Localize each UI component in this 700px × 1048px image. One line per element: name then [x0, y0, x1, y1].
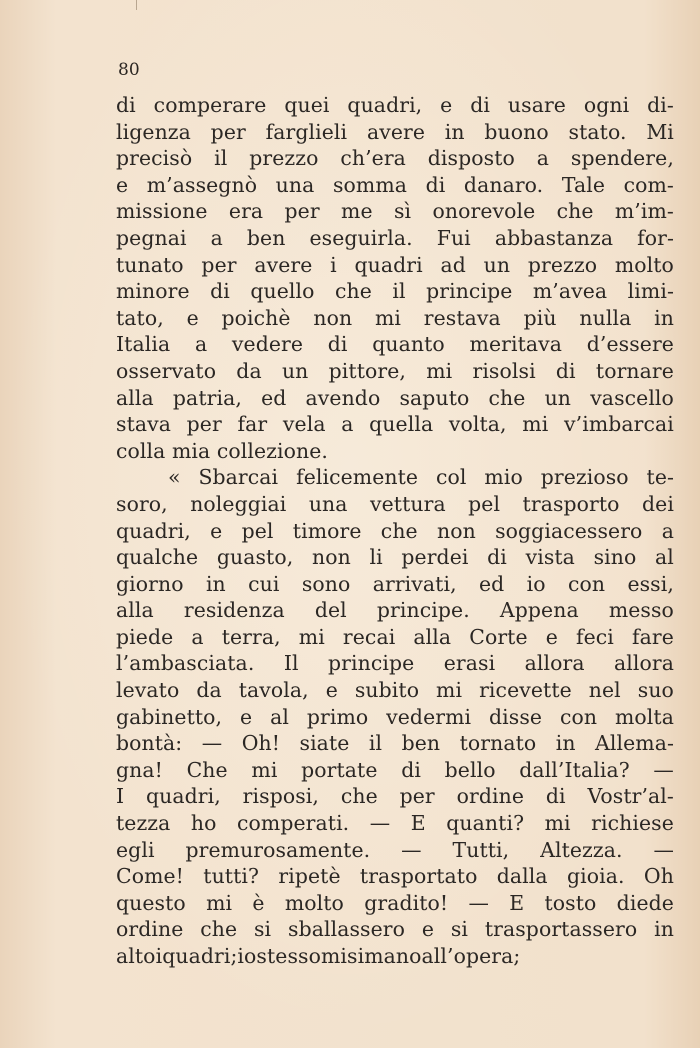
word: di- — [647, 93, 674, 117]
text-line — [116, 757, 674, 784]
word: i — [330, 252, 337, 277]
word: me — [341, 199, 373, 224]
word: dei — [642, 491, 674, 516]
word: erasi — [443, 651, 496, 676]
word: cui — [248, 571, 280, 596]
word: tornato — [459, 731, 537, 756]
word: di — [545, 784, 566, 809]
word: al — [655, 545, 674, 570]
word: molta — [615, 704, 674, 729]
word: richiese — [591, 811, 674, 836]
word: Altezza. — [540, 837, 623, 862]
word: tosto — [544, 890, 597, 915]
word: prezzo — [249, 146, 319, 171]
word: Oh! — [241, 731, 281, 756]
margin-mark — [136, 0, 137, 10]
word: di — [425, 172, 446, 197]
word: piede — [116, 624, 174, 649]
word: in — [654, 305, 674, 330]
text-line — [116, 677, 674, 704]
word: ordine — [116, 917, 184, 942]
word: recai — [342, 624, 396, 649]
word: un — [281, 358, 309, 383]
word: bontà: — [116, 731, 183, 756]
word: felicemente — [296, 465, 419, 490]
word: dalla — [496, 864, 548, 889]
word: vedere — [231, 332, 304, 357]
word: soggiacessero — [495, 518, 643, 543]
text-line — [116, 252, 674, 279]
word: mio — [484, 465, 523, 490]
word: che — [340, 784, 378, 809]
word: ordine — [456, 784, 524, 809]
word: mi — [522, 412, 549, 437]
word: bello — [444, 757, 496, 782]
word: misi — [320, 944, 365, 968]
word: gabinetto, — [116, 704, 223, 729]
word: che — [488, 385, 526, 410]
word: prezzo — [527, 252, 598, 277]
word: disse — [489, 704, 543, 729]
word: che — [335, 279, 372, 304]
word: di — [327, 332, 348, 357]
word: quella — [369, 412, 434, 437]
word: non — [313, 305, 353, 330]
word: noleggiai — [190, 491, 287, 516]
word: nulla — [579, 305, 632, 330]
word: Che — [186, 757, 228, 782]
word: comperati. — [237, 811, 350, 836]
text-line — [116, 544, 674, 571]
word: mi — [298, 624, 325, 649]
word: principe — [328, 651, 415, 676]
word: alla — [413, 624, 452, 649]
word: avere — [366, 119, 425, 144]
word: prezioso — [540, 465, 629, 490]
word: in — [444, 119, 465, 144]
word: restava — [423, 305, 501, 330]
word: quanti? — [446, 811, 525, 836]
text-line — [116, 119, 674, 146]
word: mi — [544, 811, 571, 836]
text-line — [116, 411, 674, 438]
word: m’assegnò — [146, 172, 258, 197]
word: di — [401, 757, 421, 782]
text-line — [116, 358, 674, 385]
word: ed — [479, 571, 505, 596]
word: ed — [261, 385, 287, 410]
text-line — [116, 518, 674, 545]
text-line — [116, 491, 674, 518]
word: allora — [614, 651, 674, 676]
word: con — [567, 571, 606, 596]
word: pel — [241, 518, 274, 543]
word: non — [436, 518, 476, 543]
text-line — [116, 571, 674, 598]
word: for- — [637, 225, 674, 250]
word: trasportato — [359, 864, 478, 889]
word: Oh — [643, 864, 674, 889]
word: che — [556, 199, 594, 224]
word: è — [252, 890, 265, 915]
word: Appena — [499, 598, 579, 623]
word: essi, — [627, 571, 674, 596]
word: e — [186, 305, 199, 330]
word: questo — [116, 890, 186, 915]
word: somma — [332, 172, 408, 197]
word: Fui — [436, 225, 471, 250]
word: quanto — [372, 332, 445, 357]
word: osservato — [116, 358, 217, 383]
word: Mi — [646, 119, 674, 144]
word: giorno — [116, 571, 184, 596]
word: pegnai — [116, 225, 187, 250]
word: ch’era — [340, 146, 406, 171]
text-line — [116, 198, 674, 225]
word: e — [421, 917, 434, 942]
word: — — [201, 731, 223, 756]
word: a — [661, 518, 674, 543]
word: farglieli — [265, 119, 348, 144]
word: missione — [116, 199, 208, 224]
word: mi — [206, 890, 233, 915]
word: — — [369, 811, 391, 836]
word: e — [440, 93, 453, 117]
word: trasportassero — [484, 917, 638, 942]
word: e — [545, 624, 558, 649]
word: che — [200, 917, 238, 942]
word: e — [210, 518, 223, 543]
word: dall’Italia? — [519, 757, 630, 782]
word: disposto — [427, 146, 515, 171]
word: primo — [306, 704, 369, 729]
word: minore — [116, 279, 190, 304]
word: per — [186, 412, 222, 437]
word: un — [544, 385, 572, 410]
word: tezza — [116, 811, 171, 836]
word: Tutti, — [452, 837, 510, 862]
word: ho — [190, 811, 217, 836]
word: messo — [608, 598, 674, 623]
word: feci — [575, 624, 614, 649]
text-line — [116, 385, 674, 412]
word: quei — [284, 93, 330, 117]
word: quello — [250, 279, 315, 304]
word: in — [555, 731, 576, 756]
text-line — [116, 624, 674, 651]
word: d’essere — [586, 332, 674, 357]
word: gioia. — [566, 864, 625, 889]
word: i — [155, 944, 163, 968]
text-line — [116, 943, 674, 970]
word: te- — [646, 465, 674, 490]
word: ricevette — [479, 678, 572, 703]
word: quadri, — [347, 93, 423, 117]
word: e — [116, 172, 129, 197]
word: Vostr’al- — [587, 784, 674, 809]
word: residenza — [183, 598, 285, 623]
word: il — [214, 146, 228, 171]
word: vela — [282, 412, 326, 437]
text-line — [116, 810, 674, 837]
word: tavola, — [238, 678, 309, 703]
text-line — [116, 704, 674, 731]
word: quadri; — [162, 944, 238, 968]
word: E — [509, 890, 525, 915]
text-line — [116, 650, 674, 677]
text-line — [116, 331, 674, 358]
word: tunato — [116, 252, 184, 277]
word: molto — [284, 890, 344, 915]
word: « — [168, 465, 181, 490]
word: vista — [525, 545, 575, 570]
text-line — [116, 863, 674, 890]
word: Sbarcai — [198, 465, 279, 490]
word: ligenza — [116, 119, 191, 144]
word: trasporto — [522, 491, 620, 516]
word: buono — [484, 119, 549, 144]
word: pittore, — [328, 358, 406, 383]
word: ogni — [583, 93, 630, 117]
word: m’im- — [614, 199, 674, 224]
word: avendo — [305, 385, 381, 410]
word: di — [116, 93, 136, 117]
word: Come! — [116, 864, 184, 889]
word: per — [210, 119, 246, 144]
word: una — [308, 491, 348, 516]
word: ben — [401, 731, 441, 756]
word: precisò — [116, 146, 193, 171]
body-text — [116, 92, 674, 970]
word: allora — [524, 651, 585, 676]
word: meritava — [469, 332, 563, 357]
word: mi — [426, 358, 453, 383]
word: gna! — [116, 757, 163, 782]
word: fare — [632, 624, 674, 649]
word: di — [487, 545, 507, 570]
word: usare — [507, 93, 566, 117]
word: sono — [301, 571, 351, 596]
word: a — [536, 146, 550, 171]
word: vedermi — [386, 704, 472, 729]
text-line — [116, 92, 674, 119]
word: io — [237, 944, 257, 968]
word: stato. — [568, 119, 627, 144]
word: da — [236, 358, 262, 383]
word: principe — [426, 279, 513, 304]
word: timore — [292, 518, 362, 543]
word: un — [483, 252, 511, 277]
word: patria, — [172, 385, 242, 410]
word: del — [314, 598, 347, 623]
word: alla — [116, 385, 154, 410]
word: tutti? — [203, 864, 260, 889]
word: subito — [354, 678, 420, 703]
word: Italia — [116, 332, 171, 357]
word: — — [653, 757, 674, 782]
word: più — [523, 305, 557, 330]
word: — — [468, 890, 489, 915]
word: soro, — [116, 491, 168, 516]
text-line — [116, 916, 674, 943]
word: E — [410, 811, 426, 836]
word: con — [559, 704, 598, 729]
word: onorevole — [432, 199, 536, 224]
word: m’avea — [532, 279, 608, 304]
word: li — [369, 545, 383, 570]
text-line — [116, 464, 674, 491]
text-line — [116, 172, 674, 199]
word: mi — [436, 678, 463, 703]
word: levato — [116, 678, 180, 703]
word: I — [116, 784, 125, 809]
word: quadri, — [116, 518, 191, 543]
word: vascello — [590, 385, 674, 410]
word: al — [270, 704, 289, 729]
word: suo — [637, 678, 674, 703]
word: il — [368, 731, 383, 756]
word: saputo — [399, 385, 470, 410]
word: vettura — [370, 491, 446, 516]
text-line: colla mia collezione. — [116, 438, 328, 463]
word: arrivati, — [372, 571, 457, 596]
word: all’opera; — [421, 944, 521, 968]
text-line — [116, 305, 674, 332]
word: quadri, — [145, 784, 221, 809]
text-line — [116, 597, 674, 624]
word: di — [470, 93, 491, 117]
word: ripetè — [278, 864, 341, 889]
word: io — [526, 571, 546, 596]
word: pel — [468, 491, 501, 516]
text-line — [116, 225, 674, 252]
word: per — [399, 784, 435, 809]
word: era — [228, 199, 264, 224]
word: l’ambasciata. — [116, 651, 255, 676]
word: v’imbarcai — [564, 412, 674, 437]
word: non — [311, 545, 351, 570]
word: stesso — [256, 944, 321, 968]
word: di — [555, 358, 576, 383]
word: e — [240, 704, 253, 729]
word: siate — [299, 731, 350, 756]
word: diede — [616, 890, 674, 915]
word: premurosamente. — [185, 837, 371, 862]
word: mi — [374, 305, 402, 330]
word: eseguirla. — [309, 225, 413, 250]
word: risposi, — [242, 784, 320, 809]
word: volta, — [448, 412, 507, 437]
word: a — [194, 332, 208, 357]
word: comperare — [153, 93, 267, 117]
word: ben — [246, 225, 286, 250]
word: per — [284, 199, 320, 224]
word: — — [401, 837, 422, 862]
word: limi- — [627, 279, 674, 304]
word: col — [435, 465, 467, 490]
word: di — [210, 279, 230, 304]
text-line — [116, 145, 674, 172]
word: quadri — [354, 252, 423, 277]
word: alla — [116, 598, 154, 623]
word: per — [201, 252, 237, 277]
word: tato, — [116, 305, 164, 330]
word: e — [325, 678, 338, 703]
word: alto — [116, 944, 156, 968]
word: portate — [301, 757, 378, 782]
word: sì — [393, 199, 412, 224]
word: che — [380, 518, 418, 543]
text-line — [116, 783, 674, 810]
word: qualche — [116, 545, 199, 570]
word: principe. — [376, 598, 470, 623]
word: a — [210, 225, 223, 250]
word: terra, — [221, 624, 281, 649]
word: poichè — [221, 305, 291, 330]
word: gradito! — [364, 890, 449, 915]
word: si — [450, 917, 469, 942]
text-line — [116, 278, 674, 305]
word: una — [275, 172, 315, 197]
word: mano — [364, 944, 422, 968]
word: molto — [614, 252, 674, 277]
word: far — [237, 412, 268, 437]
word: risolsi — [472, 358, 536, 383]
word: Il — [283, 651, 299, 676]
word: perdei — [401, 545, 469, 570]
text-line — [116, 837, 674, 864]
word: danaro. — [463, 172, 544, 197]
text-line — [116, 890, 674, 917]
word: il — [392, 279, 406, 304]
word: avere — [254, 252, 313, 277]
word: guasto, — [216, 545, 294, 570]
word: Corte — [469, 624, 528, 649]
word: abbastanza — [494, 225, 614, 250]
word: stava — [116, 412, 171, 437]
word: a — [341, 412, 354, 437]
word: da — [196, 678, 222, 703]
word: sino — [593, 545, 637, 570]
text-line — [116, 730, 674, 757]
word: Tale — [561, 172, 606, 197]
word: sballassero — [288, 917, 405, 942]
word: ad — [440, 252, 466, 277]
word: tornare — [595, 358, 674, 383]
word: in — [205, 571, 226, 596]
word: — — [653, 837, 674, 862]
word: a — [191, 624, 204, 649]
word: spendere, — [570, 146, 674, 171]
word: in — [654, 917, 674, 942]
word: Allema- — [595, 731, 674, 756]
page-number: 80 — [118, 60, 140, 80]
word: mi — [251, 757, 278, 782]
word: si — [253, 917, 272, 942]
word: com- — [623, 172, 674, 197]
word: nel — [588, 678, 621, 703]
word: egli — [116, 837, 155, 862]
